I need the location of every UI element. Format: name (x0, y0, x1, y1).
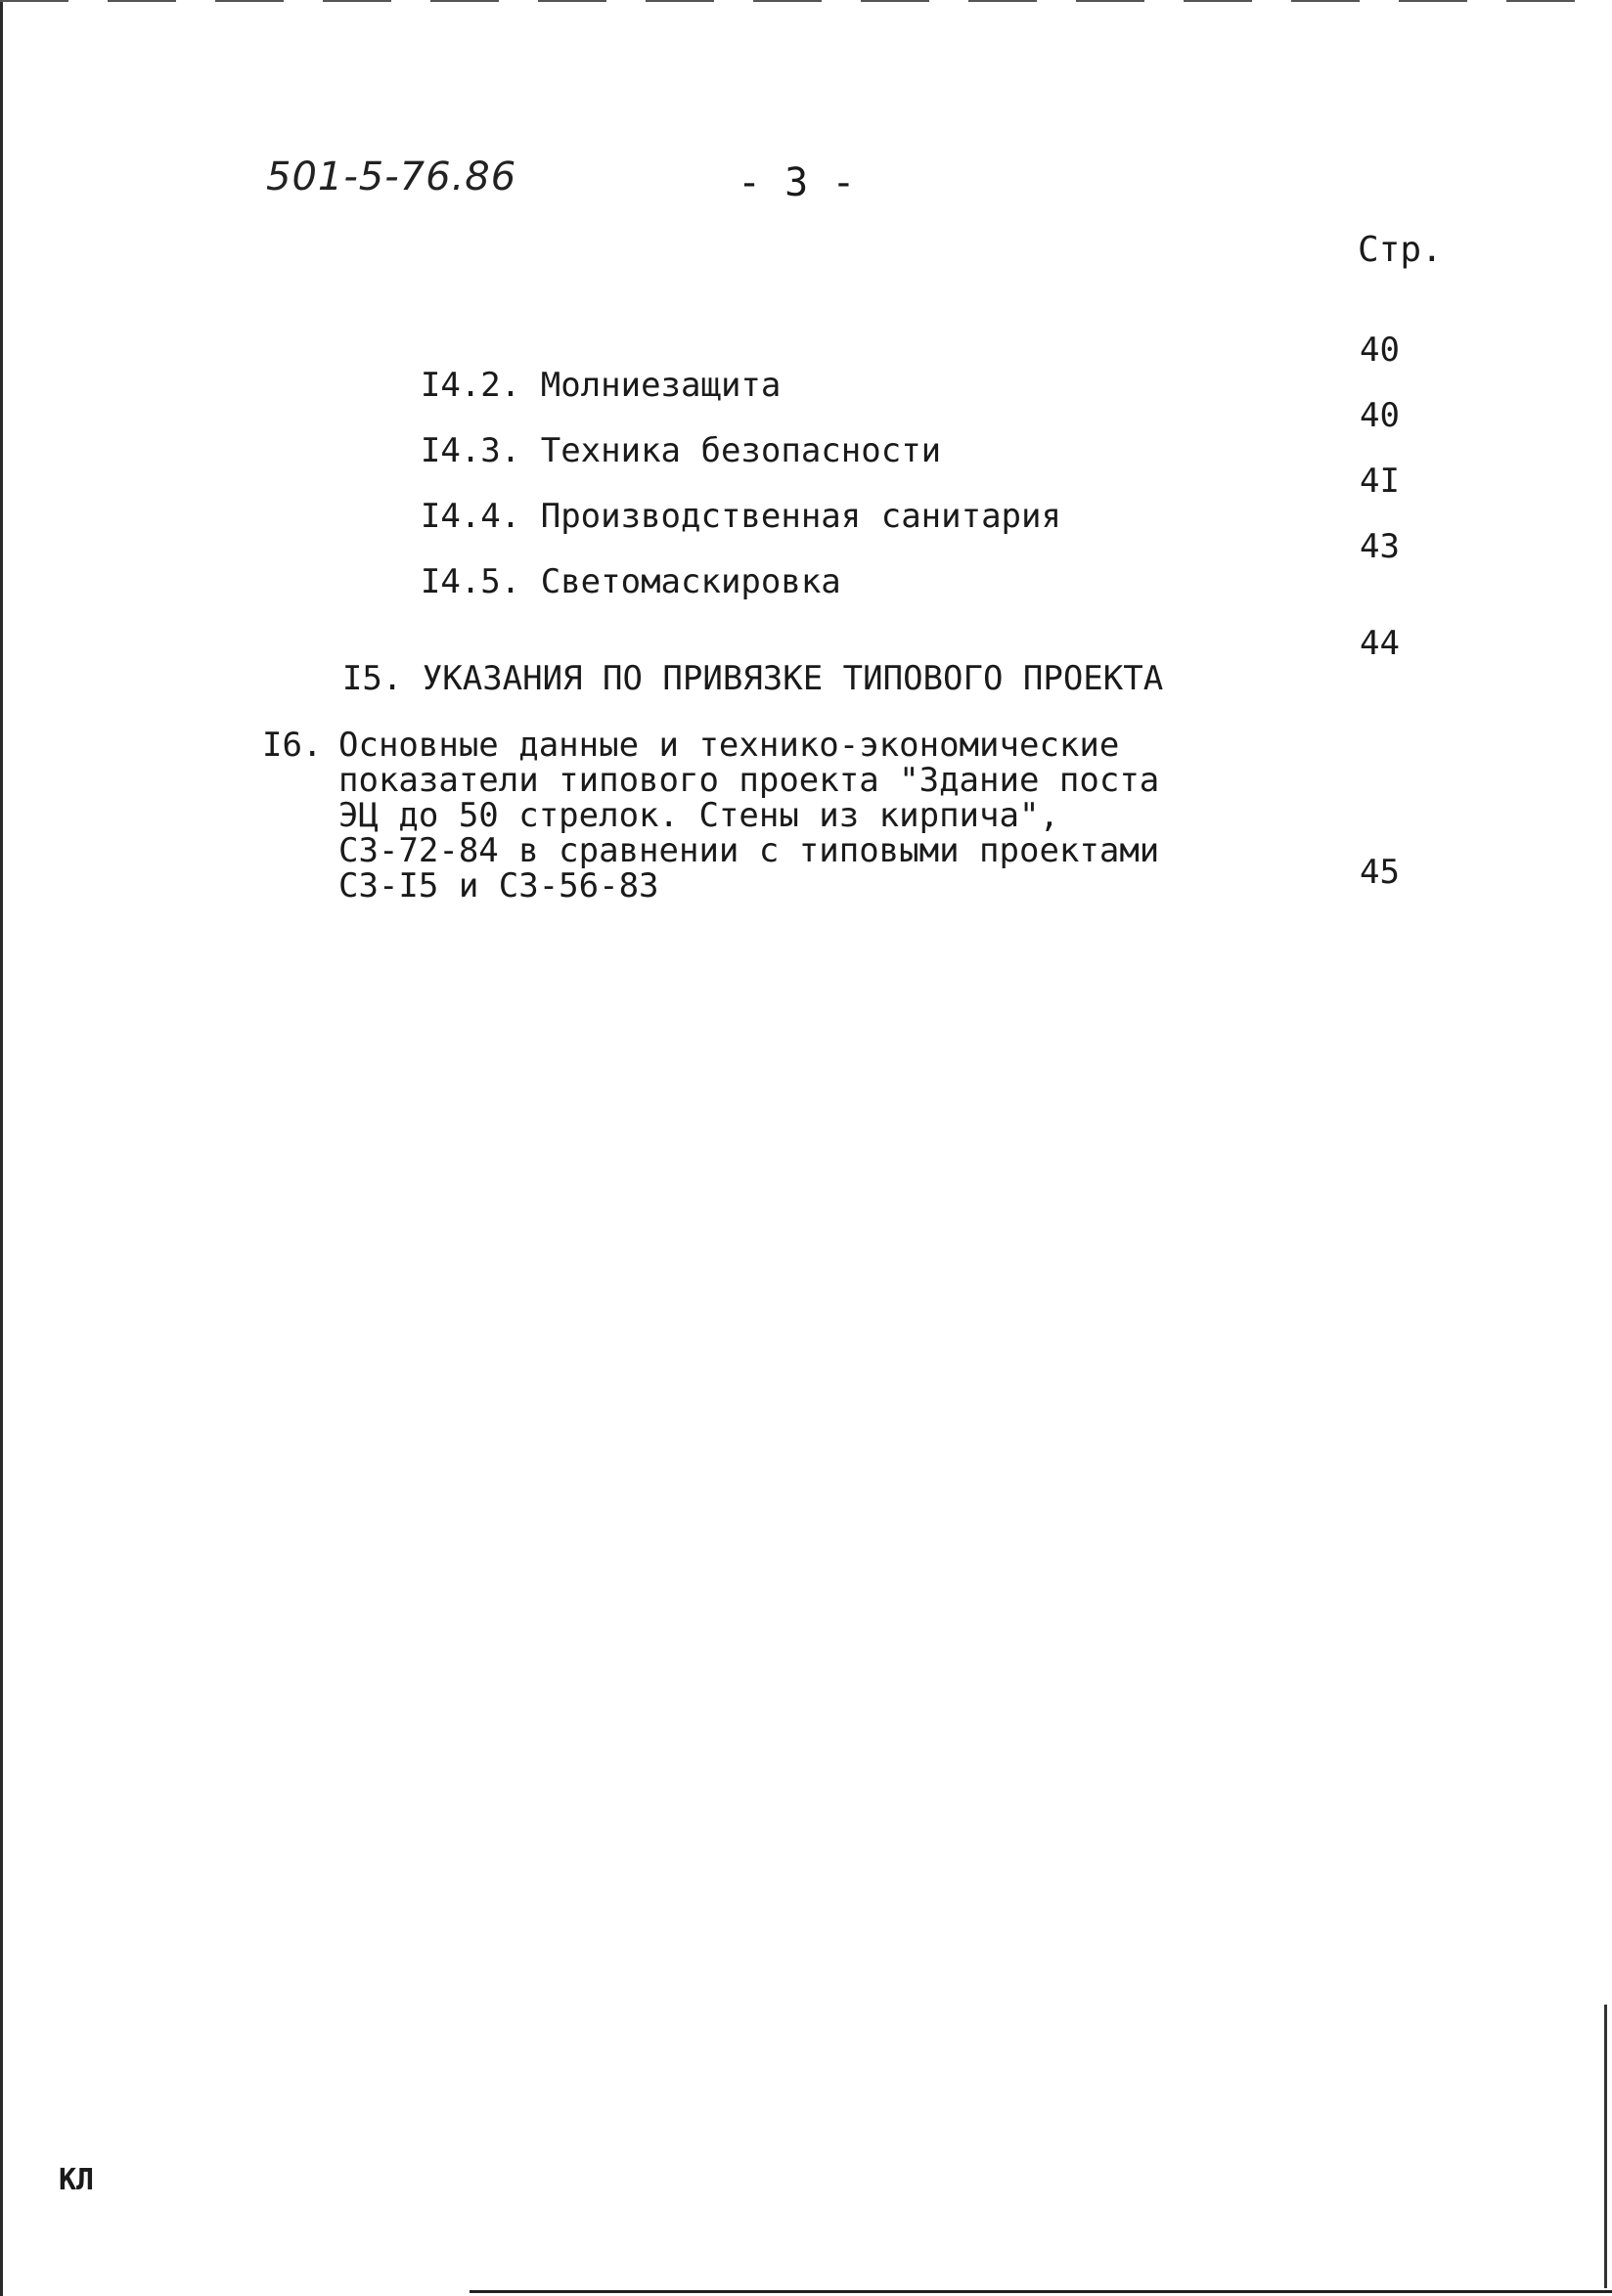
toc-entry-number: I4.4. (420, 497, 521, 536)
toc-entry-title-line: ЭЦ до 50 стрелок. Стены из кирпича", (338, 796, 1059, 835)
toc-entry-title-line: СЗ-I5 и СЗ-56-83 (338, 866, 659, 905)
toc-section (262, 626, 1163, 731)
toc-entry-page: 44 (1360, 624, 1400, 663)
toc-entry-title: УКАЗАНИЯ ПО ПРИВЯЗКЕ ТИПОВОГО ПРОЕКТА (422, 659, 1164, 698)
scan-edge-right (1604, 2005, 1607, 2288)
toc-entry-title-line: показатели типового проекта "Здание поста (338, 761, 1160, 800)
toc-entry-number: I4.2. (420, 366, 521, 405)
toc-entry-title-line: СЗ-72-84 в сравнении с типовыми проектами (338, 831, 1160, 870)
toc-entry-number: I4.3. (420, 431, 521, 470)
toc-entry-page: 45 (1360, 853, 1400, 892)
toc-entry-title: Производственная санитария (540, 497, 1061, 536)
toc-entry (340, 529, 841, 635)
toc-entry-page: 4I (1360, 462, 1400, 501)
toc-entry-page: 43 (1360, 527, 1400, 566)
document-code: 501-5-76.86 (266, 155, 517, 199)
toc-entry-title: Молниезащита (540, 366, 782, 405)
toc-entry-title: Светомаскировка (540, 562, 841, 601)
toc-entry-page: 40 (1360, 396, 1400, 435)
scan-edge-top (0, 0, 1612, 2)
toc-entry-title: Техника безопасности (540, 431, 942, 470)
toc-entry-title-line: Основные данные и технико-экономические (338, 726, 1120, 765)
scan-edge-bottom (470, 2290, 1612, 2293)
scan-edge-left (0, 0, 3, 2296)
toc-entry-number: I4.5. (420, 562, 521, 601)
page-column-label: Стр. (1358, 230, 1443, 270)
corner-mark: КЛ (59, 2163, 95, 2197)
toc-entry-number: I5. (341, 659, 403, 698)
toc-entry-page: 40 (1360, 331, 1400, 370)
toc-entry-number: I6. (262, 726, 323, 765)
page-number: - 3 - (738, 160, 856, 205)
